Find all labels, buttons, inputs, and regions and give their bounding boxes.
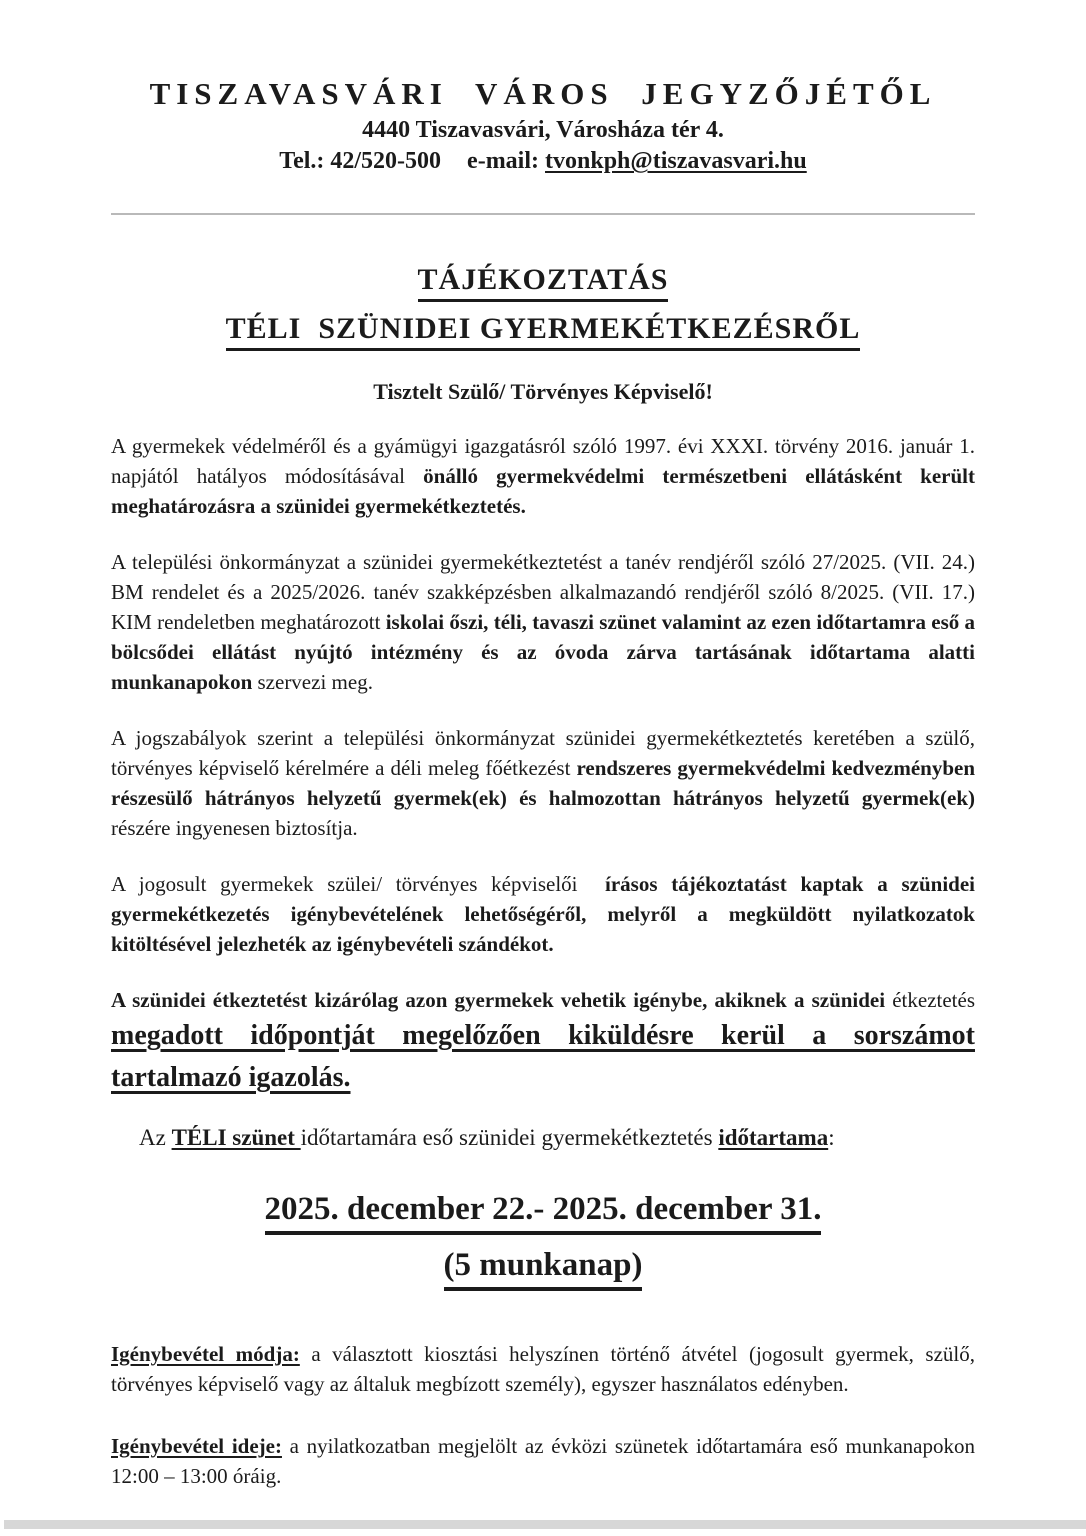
workdays-count-line: (5 munkanap)	[111, 1249, 975, 1291]
paragraph-certificate: A szünidei étkeztetést kizárólag azon gyermekek vehetik igénybe, akiknek a szünidei étkeztetés megadott időpontját megelőzően kiküldésre kerül a sorszámot tartalmazó igazolás.	[111, 988, 975, 1093]
date-range-heading	[111, 1193, 975, 1291]
paragraph-period-intro: Az TÉLI szünet időtartamára eső szünidei gyermekétkeztetés időtartama:	[139, 1125, 835, 1150]
paragraph-notification: A jogosult gyermekek szülei/ törvényes képviselői írásos tájékoztatást kaptak a szünidei gyermekétkezetés igénybevételének lehetőségéről, melyről a megküldött nyilatkozatok kitöltésével jelezheték az igénybevételi szándékot.	[111, 872, 976, 956]
document-content	[111, 76, 975, 1491]
header-divider	[111, 213, 975, 215]
document-title	[111, 265, 975, 351]
paragraph-pickup-method: Igénybevétel módja: a választott kiosztási helyszínen történő átvétel (jogosult gyermek, szülő, törvényes képviselő vagy az általuk megbízott személy), egyszer használatos edényben.	[111, 1342, 975, 1396]
letterhead	[111, 76, 975, 175]
letterhead-address: 4440 Tiszavasvári, Városháza tér 4.	[362, 117, 724, 143]
letterhead-contact	[111, 148, 975, 175]
salutation: Tisztelt Szülő/ Törvényes Képviselő!	[373, 379, 713, 404]
letterhead-email-label: e-mail:	[467, 148, 540, 174]
document-title-line2: TÉLI SZÜNIDEI GYERMEKÉTKEZÉSRŐL	[111, 314, 975, 351]
paragraph-eligibility: A jogszabályok szerint a települési önkormányzat szünidei gyermekétkeztetés keretében a szülő, törvényes képviselő kérelmére a déli meleg főétkezést rendszeres gyermekvédelmi kedvezményben részesülő hátrányos helyzetű gyermek(ek) és halmozottan hátrányos helyzetű gyermek(ek) részére ingyenesen biztosítja.	[111, 726, 975, 840]
document-title-line1: TÁJÉKOZTATÁS	[111, 265, 975, 302]
paragraph-law-intro: A gyermekek védelméről és a gyámügyi igazgatásról szóló 1997. évi XXXI. törvény 2016. január 1. napjától hatályos módosításával önálló gyermekvédelmi természetbeni ellátásként került meghatározásra a szünidei gyermekétkeztetés.	[111, 434, 976, 518]
date-range-line: 2025. december 22.- 2025. december 31.	[111, 1193, 975, 1235]
letterhead-email: tvonkph@tiszavasvari.hu	[545, 148, 807, 174]
letterhead-phone: Tel.: 42/520-500	[279, 148, 442, 174]
paragraph-decrees: A települési önkormányzat a szünidei gyermekétkeztetést a tanév rendjéről szóló 27/2025. (VII. 24.) BM rendelet és a 2025/2026. tanév szakképzésben alkalmazandó rendjéről szóló 8/2025. (VII. 17.) KIM rendeletben meghatározott iskolai őszi, téli, tavaszi szünet valamint az ezen időtartamra eső a bölcsődei ellátást nyújtó intézmény és az óvoda zárva tartásának időtartama alatti munkanapokon szervezi meg.	[111, 550, 976, 694]
letterhead-office: TISZAVASVÁRI VÁROS JEGYZŐJÉTŐL	[149, 76, 937, 111]
scan-artifact-bar	[4, 1520, 1086, 1529]
paragraph-pickup-time: Igénybevétel ideje: a nyilatkozatban megjelölt az évközi szünetek időtartamára eső munkanapokon 12:00 – 13:00 óráig.	[111, 1434, 975, 1488]
